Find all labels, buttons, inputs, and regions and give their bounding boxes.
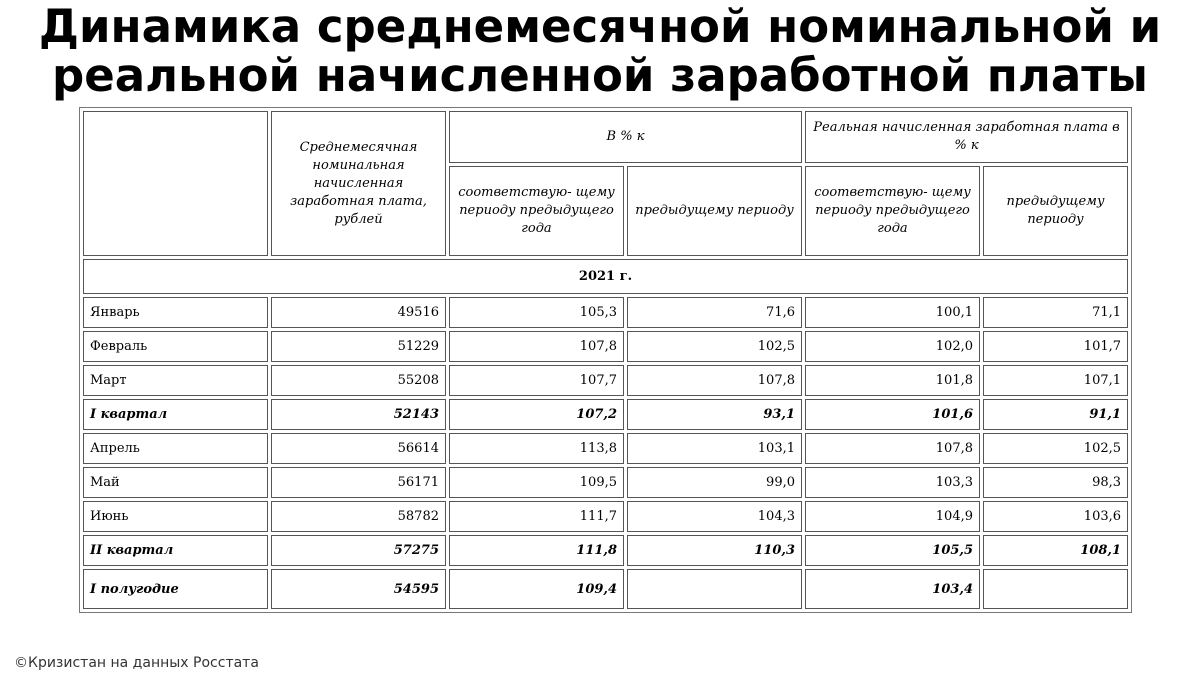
cell-real-yoy: 103,3 bbox=[805, 467, 980, 498]
cell-real-prev: 103,6 bbox=[983, 501, 1128, 532]
header-prev-period-2: предыдущему периоду bbox=[983, 166, 1128, 256]
cell-nominal: 52143 bbox=[271, 399, 446, 430]
cell-real-yoy: 104,9 bbox=[805, 501, 980, 532]
table-row bbox=[83, 535, 1128, 566]
cell-nominal: 51229 bbox=[271, 331, 446, 362]
row-label: Февраль bbox=[83, 331, 268, 362]
cell-real-prev: 91,1 bbox=[983, 399, 1128, 430]
row-label: I квартал bbox=[83, 399, 268, 430]
cell-real-prev: 98,3 bbox=[983, 467, 1128, 498]
row-label: I полугодие bbox=[83, 569, 268, 609]
table-row bbox=[83, 467, 1128, 498]
cell-real-yoy: 103,4 bbox=[805, 569, 980, 609]
cell-nom-prev: 104,3 bbox=[627, 501, 802, 532]
cell-nom-yoy: 107,8 bbox=[449, 331, 624, 362]
cell-real-yoy: 101,6 bbox=[805, 399, 980, 430]
cell-nom-prev: 93,1 bbox=[627, 399, 802, 430]
cell-nom-yoy: 107,2 bbox=[449, 399, 624, 430]
cell-nom-yoy: 107,7 bbox=[449, 365, 624, 396]
year-row: 2021 г. bbox=[83, 259, 1128, 294]
cell-real-prev bbox=[983, 569, 1128, 609]
table-row bbox=[83, 433, 1128, 464]
table-row bbox=[83, 399, 1128, 430]
cell-nominal: 58782 bbox=[271, 501, 446, 532]
row-label: Январь bbox=[83, 297, 268, 328]
row-label: Май bbox=[83, 467, 268, 498]
header-nominal: Среднемесячная номинальная начисленная заработная плата, рублей bbox=[271, 111, 446, 256]
cell-nom-yoy: 113,8 bbox=[449, 433, 624, 464]
cell-nominal: 54595 bbox=[271, 569, 446, 609]
row-label: Июнь bbox=[83, 501, 268, 532]
cell-nom-prev: 71,6 bbox=[627, 297, 802, 328]
cell-real-yoy: 105,5 bbox=[805, 535, 980, 566]
title-line-2: реальной начисленной заработной платы bbox=[52, 49, 1148, 102]
cell-real-yoy: 102,0 bbox=[805, 331, 980, 362]
header-prev-period-1: предыдущему периоду bbox=[627, 166, 802, 256]
table-row bbox=[83, 365, 1128, 396]
table-row bbox=[83, 297, 1128, 328]
cell-nom-yoy: 111,8 bbox=[449, 535, 624, 566]
corner-cell bbox=[83, 111, 268, 256]
source-footer: ©Кризистан на данных Росстата bbox=[14, 655, 259, 671]
header-corr-period-2: соответствую- щему периоду предыдущего года bbox=[805, 166, 980, 256]
header-real: Реальная начисленная заработная плата в % к bbox=[805, 111, 1128, 163]
table-row bbox=[83, 331, 1128, 362]
cell-nom-yoy: 105,3 bbox=[449, 297, 624, 328]
row-label: Апрель bbox=[83, 433, 268, 464]
cell-nominal: 55208 bbox=[271, 365, 446, 396]
cell-nom-prev: 102,5 bbox=[627, 331, 802, 362]
cell-nom-yoy: 109,5 bbox=[449, 467, 624, 498]
page-title bbox=[0, 2, 1200, 100]
cell-real-prev: 108,1 bbox=[983, 535, 1128, 566]
cell-nominal: 49516 bbox=[271, 297, 446, 328]
cell-real-prev: 102,5 bbox=[983, 433, 1128, 464]
cell-real-yoy: 101,8 bbox=[805, 365, 980, 396]
header-v-percent: В % к bbox=[449, 111, 802, 163]
cell-nom-prev: 107,8 bbox=[627, 365, 802, 396]
cell-real-prev: 71,1 bbox=[983, 297, 1128, 328]
header-corr-period-1: соответствую- щему периоду предыдущего года bbox=[449, 166, 624, 256]
cell-real-yoy: 100,1 bbox=[805, 297, 980, 328]
row-label: II квартал bbox=[83, 535, 268, 566]
cell-nominal: 57275 bbox=[271, 535, 446, 566]
cell-real-prev: 107,1 bbox=[983, 365, 1128, 396]
cell-real-prev: 101,7 bbox=[983, 331, 1128, 362]
cell-nominal: 56171 bbox=[271, 467, 446, 498]
cell-nom-yoy: 109,4 bbox=[449, 569, 624, 609]
row-label: Март bbox=[83, 365, 268, 396]
cell-nom-prev bbox=[627, 569, 802, 609]
table-row bbox=[83, 501, 1128, 532]
cell-nom-prev: 103,1 bbox=[627, 433, 802, 464]
title-line-1: Динамика среднемесячной номинальной и bbox=[38, 0, 1162, 53]
cell-real-yoy: 107,8 bbox=[805, 433, 980, 464]
cell-nom-prev: 110,3 bbox=[627, 535, 802, 566]
cell-nom-prev: 99,0 bbox=[627, 467, 802, 498]
salary-table bbox=[79, 107, 1132, 613]
cell-nom-yoy: 111,7 bbox=[449, 501, 624, 532]
cell-nominal: 56614 bbox=[271, 433, 446, 464]
table-row bbox=[83, 569, 1128, 609]
